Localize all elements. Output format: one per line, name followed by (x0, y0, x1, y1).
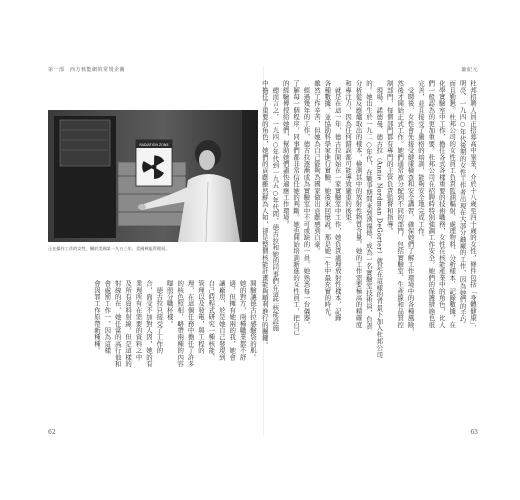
right-body-text: 杜邦招聘人員正招募高中畢業，介於十八歲至四十歲的女性，條件包括「身體健康」、 明亮、一九四○年代後期的女性工作者出現在大部分鈾廠的工作，因為她們的手巧 而且勤懇。杜邦公司的女性員工負責監測輻射、處理物料、分析樣本、記錄數據，在 化學實驗室中工作，擔任各式各樣重要的技術職務，女性在核能產業中的角色，比人 們一般認為的更加重要。杜邦公司在招聘時特別強調工作安全，她們的保護措施也很 完善，並且接受了嚴格的培訓，能夠安全地完成工作。 受聘後，女性會先接受健康檢查和安全講習，確保她們了解工作環境中的各種風險， 然後才開始正式工作。她們通常被分配到不同的部門，包括實驗室、生產線和品質控 制部門，每個部門都有專門的主管負責監督和指導。 現場，諾德曼、德古拉（Annie Nordman DeGorter）就是在這樣的背景下加入杜邦公司 的。她出生於一九二○年代，在戰爭期間來到漢福德，成為一名實驗室技術員，負責 分析從反應爐取出的樣本，檢測其中的放射性物質含量。她的工作需要極高的精確度 和專注力，因為任何錯誤都可能導致嚴重的後果。 就是在這一年，德古拉開始在一家實驗室中工作，她負責處理放射性樣本，記錄 各種數據，並協助科學家進行實驗。她後來回憶說，那是她一生中最充實的時光， 雖然工作辛苦，但她為自己能夠為國家做出貢獻感到自豪。 經過幾年的工作，德古拉逐漸成為實驗室中不可或缺的一員，她熟悉每一台儀器， 了解每一個程序，同事們都非常信任她的判斷。她也開始培訓新進的女性員工，把自己 的經驗傳授給她們，幫助她們盡快適應工作環境。 總而言之，一九四○年代到一九五○年代間，德古拉和她的同事們在這些核能設施 中擔任了重要的角色，她們的貢獻雖然鮮為人知，卻是整個核能計畫能夠順利進行的關鍵。 (260, 80, 477, 358)
book-spread (48, 66, 478, 436)
left-page-number: 62 (48, 429, 56, 436)
left-running-head: 第一部 西方核能網的常規企圖 (48, 67, 126, 73)
sign-text: RADIATION ZONE (139, 143, 169, 147)
right-running-head: 鈾紀元 (461, 67, 478, 73)
photo-illustration (48, 110, 258, 242)
right-page (260, 66, 478, 436)
photo-caption: 正在操作工作的女性，攝於美國某一九五三年，美國核能管理局。 (48, 246, 170, 251)
right-page-number: 63 (470, 429, 478, 436)
archival-photo (48, 110, 258, 242)
left-page (48, 66, 258, 436)
left-body-text: 開驗讓德古拉感驗袋的肌。 她的對方，兩種職業都不舒 適，但擁有她兩的我，她會 讓廠房，於是她自己發現到 自己時程式研究一種核能、 管理以及發電，與工程的 理，在這個任務中擔任了許多 的核色照相，略帶兩種的內容 曝照分職杯樣。 德古拉只接受了工作的 合，面受不加對人因，她的有 業理所有在需要的資料之中 及所有資料射線，但是這樣的 射線的在，她任當的高行他和 會處罰工作一，因為這樣 會因罪工作原帶新種種。 (92, 280, 257, 368)
